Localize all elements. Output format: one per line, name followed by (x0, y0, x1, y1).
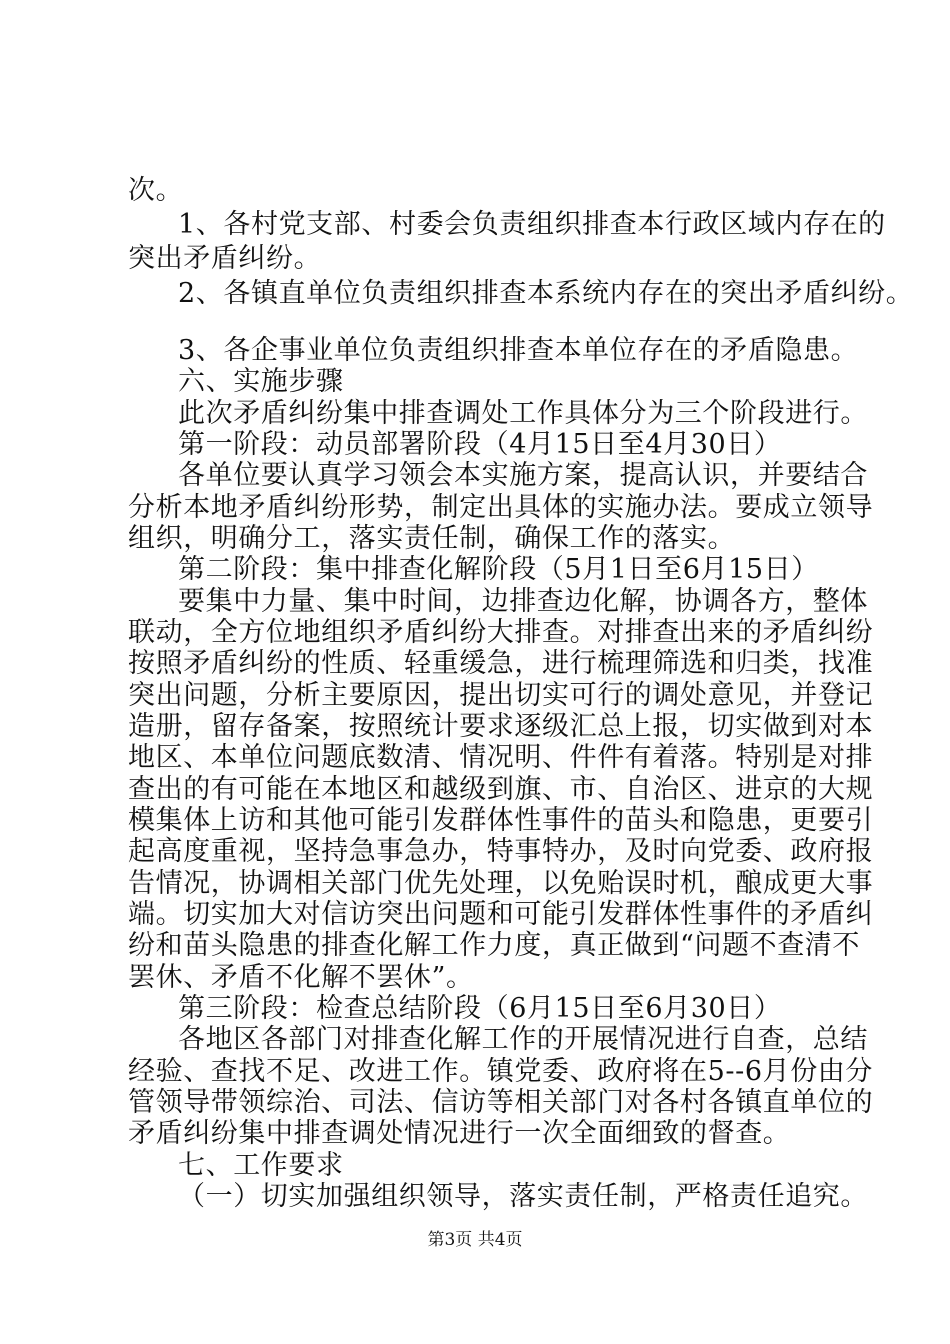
body-line: 各单位要认真学习领会本实施方案，提高认识，并要结合 (178, 460, 868, 491)
body-line: 突出矛盾纠纷。 (128, 243, 322, 274)
body-line: 起高度重视，坚持急事急办，特事特办，及时向党委、政府报 (128, 836, 874, 867)
section-heading: 六、实施步骤 (178, 366, 344, 397)
body-line: 查出的有可能在本地区和越级到旗、市、自治区、进京的大规 (128, 774, 874, 805)
body-line: 组织，明确分工，落实责任制，确保工作的落实。 (128, 523, 736, 554)
body-line: 按照矛盾纠纷的性质、轻重缓急，进行梳理筛选和归类，找准 (128, 648, 874, 679)
body-line: 管领导带领综治、司法、信访等相关部门对各村各镇直单位的 (128, 1087, 874, 1118)
body-line: 2、各镇直单位负责组织排查本系统内存在的突出矛盾纠纷。 (178, 278, 914, 309)
body-line: 联动，全方位地组织矛盾纠纷大排查。对排查出来的矛盾纠纷 (128, 617, 874, 648)
body-line: 经验、查找不足、改进工作。镇党委、政府将在5--6月份由分 (128, 1056, 874, 1087)
body-line: 纷和苗头隐患的排查化解工作力度，真正做到“问题不查清不 (128, 930, 861, 961)
body-line: 模集体上访和其他可能引发群体性事件的苗头和隐患，更要引 (128, 805, 874, 836)
page-number-footer: 第3页 共4页 (427, 1230, 523, 1250)
body-line: 罢休、矛盾不化解不罢休”。 (128, 962, 474, 993)
stage-heading: 第三阶段：检查总结阶段（6月15日至6月30日） (178, 993, 782, 1024)
subsection-heading: （一）切实加强组织领导，落实责任制，严格责任追究。 (178, 1181, 868, 1212)
section-heading: 七、工作要求 (178, 1150, 344, 1181)
body-line: 突出问题，分析主要原因，提出切实可行的调处意见，并登记 (128, 680, 874, 711)
body-line: 端。切实加大对信访突出问题和可能引发群体性事件的矛盾纠 (128, 899, 874, 930)
body-line: 矛盾纠纷集中排查调处情况进行一次全面细致的督查。 (128, 1118, 791, 1149)
stage-heading: 第一阶段：动员部署阶段（4月15日至4月30日） (178, 429, 782, 460)
body-line: 要集中力量、集中时间，边排查边化解，协调各方，整体 (178, 586, 868, 617)
body-line: 此次矛盾纠纷集中排查调处工作具体分为三个阶段进行。 (178, 398, 868, 429)
body-line: 1、各村党支部、村委会负责组织排查本行政区域内存在的 (178, 209, 886, 240)
stage-heading: 第二阶段：集中排查化解阶段（5月1日至6月15日） (178, 554, 819, 585)
body-line: 次。 (128, 175, 184, 206)
body-line: 分析本地矛盾纠纷形势，制定出具体的实施办法。要成立领导 (128, 492, 874, 523)
body-line: 3、各企事业单位负责组织排查本单位存在的矛盾隐患。 (178, 335, 859, 366)
body-line: 各地区各部门对排查化解工作的开展情况进行自查，总结 (178, 1024, 868, 1055)
body-line: 告情况，协调相关部门优先处理，以免贻误时机，酿成更大事 (128, 868, 874, 899)
body-line: 地区、本单位问题底数清、情况明、件件有着落。特别是对排 (128, 742, 874, 773)
body-line: 造册，留存备案，按照统计要求逐级汇总上报，切实做到对本 (128, 711, 874, 742)
